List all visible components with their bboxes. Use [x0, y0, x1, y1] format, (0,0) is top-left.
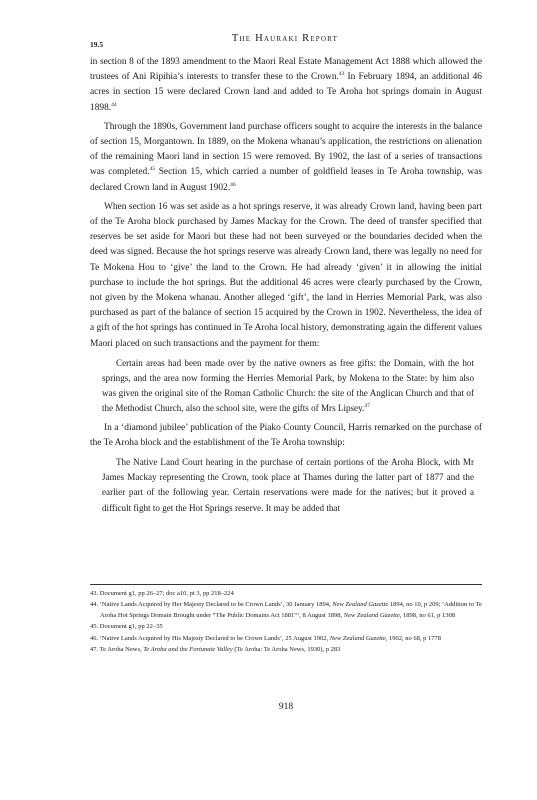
block-quote-1: [102, 356, 474, 417]
footnote-divider: [90, 584, 482, 585]
footnote-46-gazette: New Zealand Gazette: [329, 634, 386, 642]
footnote-47-part-a: 47. Te Aroha News,: [90, 646, 144, 654]
paragraph-1-text-a: in section 8 of the 1893 amendment to the Maori Real Estate Management Act 1888 which allowed the trustees of Ani Ripihia’s interests to transfer these to the Crown.: [90, 57, 482, 83]
paragraph-1: [90, 55, 482, 116]
footnote-44-gazette-2: New Zealand Gazette: [343, 611, 400, 619]
footnote-47-part-c: (Te Aroha: Te Aroha News, 1930), p 283: [232, 646, 341, 654]
footnote-44-part-a: 44. ‘Native Lands Acquired by Her Majesty Declared to be Crown Lands’, 30 January 1894,: [90, 601, 333, 609]
footnote-46: [90, 634, 482, 644]
paragraph-4: In a ‘diamond jubilee’ publication of the Piako County Council, Harris remarked on the purchase of the Te Aroha block and the establishment of the Te Aroha township:: [90, 422, 482, 448]
footnote-44-gazette-1: New Zealand Gazette: [332, 601, 389, 609]
paragraph-1-text-b: In February 1894, an additional 46 acres in section 15 were declared Crown land and added to Te Aroha hot springs domain in August 1898.: [90, 72, 482, 113]
report-title: The Hauraki Report: [231, 33, 339, 44]
footnote-47: [90, 645, 482, 655]
block-quote-2: The Native Land Court hearing in the purchase of certain portions of the Aroha Block, with Mr James Mackay representing the Crown, took place at Thames during the latter part of 1877 and the earlier part of the following year. Certain reservations were made for the natives; but it proved a difficult fight to get the Hot Springs reserve. It may be added that: [102, 457, 474, 513]
running-head: [90, 33, 480, 44]
footnote-47-book-title: Te Aroha and the Fortunate Valley: [143, 646, 233, 654]
footnote-44-part-c: 1894, no 10, p 209; ‘Addition to Te Aroha Hot Springs Domain Brought under “The Public Domains Act 1881”’, 8 August 1898,: [100, 601, 482, 619]
footnotes: [90, 589, 482, 656]
block-quote-1-text: Certain areas had been made over by the native owners as free gifts: the Domain, with the hot springs, and the area now forming the Herries Memorial Park, by Mokena to the State: by him also was given the original site of the Roman Catholic Church: the site of the Anglican Church and that of the Methodist Church, also the school site, were the gifts of Mrs Lipsey.: [102, 357, 474, 414]
footnote-44-part-e: , 1898, no 61, p 1308: [399, 611, 455, 619]
footnote-ref-45: 45: [149, 166, 156, 173]
footnote-ref-44: 44: [111, 101, 117, 108]
footnote-45: 45. Document g1, pp 22–35: [90, 623, 163, 631]
paragraph-2-text-a: Through the 1890s, Government land purchase officers sought to acquire the interests in the balance of section 15, Morgantown. In 1889, on the Mokena whanau’s application, the restrictions on alienation of the remaining Maori land in section 15 were removed. By 1902, the last of a series of transactions was completed.: [90, 121, 482, 178]
footnote-ref-47: 47: [364, 403, 370, 410]
footnote-ref-46: 46: [230, 181, 236, 188]
footnote-43: 43. Document g1, pp 26–27; doc a10, pt 3, pp 218–224: [90, 590, 234, 597]
paragraph-2-text-b: Section 15, which carried a number of goldfield leases in Te Aroha township, was declared Crown land in August 1902.: [90, 167, 482, 193]
footnote-46-part-c: , 1902, no 68, p 1778: [385, 634, 441, 642]
footnote-ref-43: 43: [338, 71, 345, 78]
footnote-46-part-a: 46. ‘Native Lands Acquired by His Majesty Declared to be Crown Lands’, 25 August 1902,: [90, 634, 330, 642]
section-number: 19.5: [90, 40, 104, 49]
paragraph-3: When section 16 was set aside as a hot springs reserve, it was already Crown land, having been part of the Te Aroha block purchased by James Mackay for the Crown. The deed of transfer specified that reserves be set aside for Maori but these had not been surveyed or the boundaries decided when the deed was signed. Because the hot springs reserve was already Crown land, there was legally no need for Te Mokena Hou to ‘give’ the land to the Crown. He had already ‘given’ it in allowing the initial purchase to include the hot springs. But the additional 46 acres were clearly purchased by the Crown, not given by the Mokena whanau. Another alleged ‘gift’, the land in Herries Memorial Park, was also purchased as part of the balance of section 15 acquired by the Crown in 1902. Nevertheless, the idea of a gift of the hot springs has continued in Te Aroha local history, demonstrating again the different values Maori placed on such transactions and the payment for them:: [90, 201, 482, 349]
footnote-44: [90, 600, 482, 621]
page-number: 918: [278, 702, 294, 712]
main-text: [90, 55, 482, 520]
paragraph-2: [90, 120, 482, 196]
